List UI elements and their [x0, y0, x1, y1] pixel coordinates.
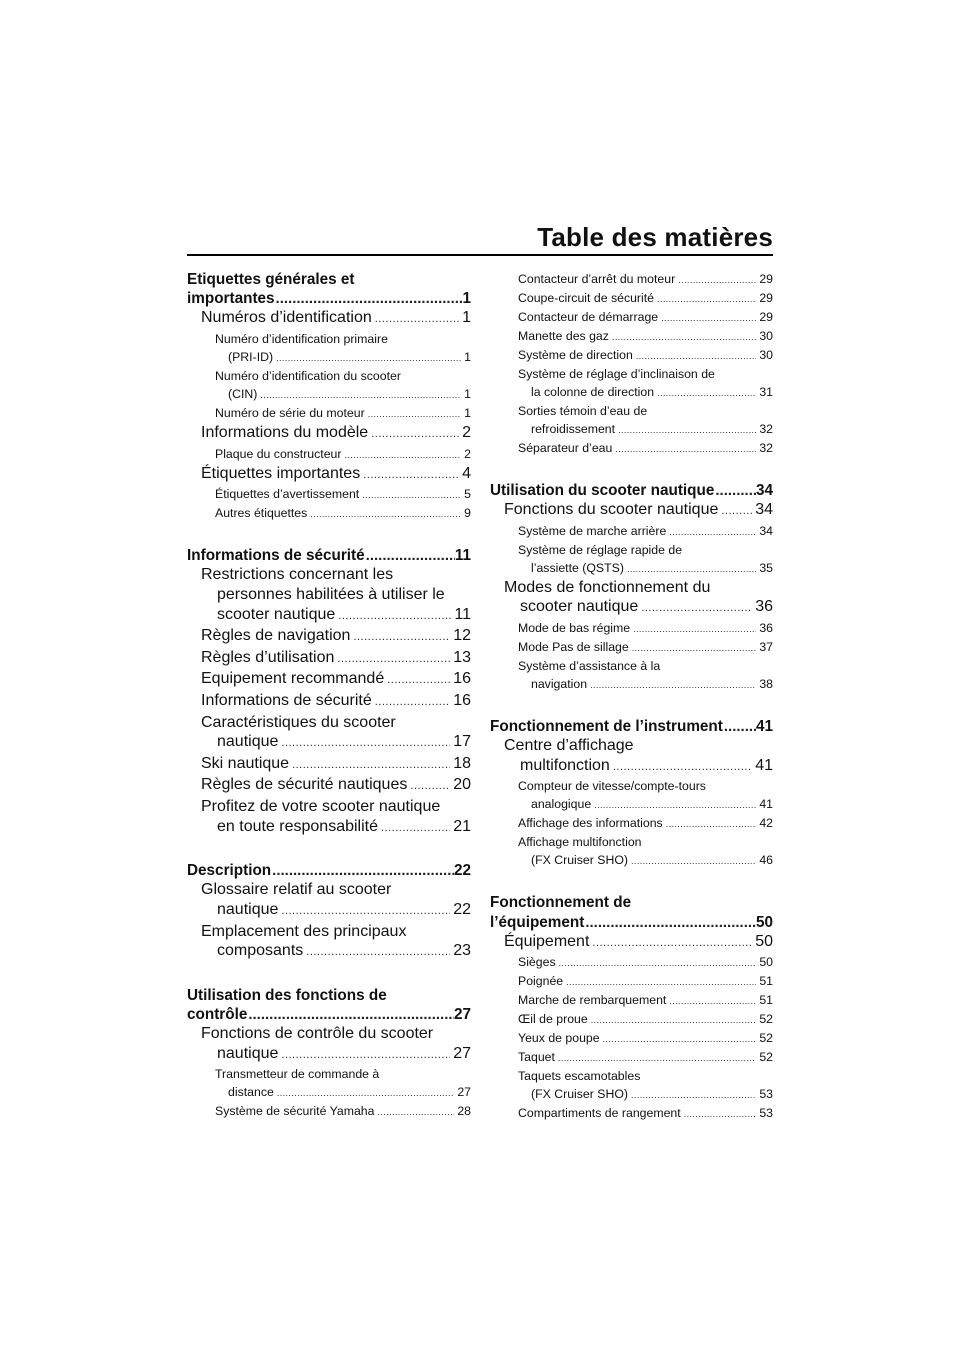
toc-entry[interactable]: [187, 464, 471, 486]
page-number: 1: [464, 406, 471, 420]
page-number: 27: [453, 1044, 471, 1062]
toc-subentry-label: Numéro d’identification primaire: [215, 332, 388, 346]
toc-entry-label: Fonctions de contrôle du scooter: [201, 1025, 434, 1043]
page-number: 53: [759, 1087, 773, 1102]
page-number: 1: [462, 309, 471, 327]
toc-entry-label: Équipement: [504, 932, 590, 950]
toc-entry-label: Taquet: [518, 1050, 555, 1065]
leader-dots: [276, 349, 461, 367]
section-gap: [490, 458, 773, 481]
toc-entry-label: l’assiette (QSTS): [531, 560, 624, 575]
toc-entry-label: Contacteur de démarrage: [518, 310, 659, 324]
toc-subentry[interactable]: [490, 559, 773, 578]
leader-dots: [281, 734, 450, 754]
toc-entry-label: navigation: [531, 676, 588, 691]
leader-dots: [613, 758, 752, 778]
toc-subentry[interactable]: [187, 504, 471, 523]
toc-entry-label: Affichage des informations: [518, 816, 663, 831]
page-number: 2: [462, 424, 471, 441]
page-number: 32: [759, 422, 773, 436]
leader-dots: [281, 1046, 450, 1066]
toc-subentry-label: Compteur de vitesse/compte-tours: [518, 779, 706, 794]
toc-entry-label: Numéros d’identification: [201, 309, 372, 327]
toc-entry[interactable]: [490, 932, 773, 954]
page-number: 30: [759, 348, 773, 362]
leader-dots: [559, 954, 757, 972]
toc-entry[interactable]: [187, 423, 471, 445]
toc-subentry[interactable]: [187, 348, 471, 367]
toc-entry-label: (CIN): [228, 387, 258, 401]
toc-entry[interactable]: [187, 775, 471, 797]
title-rule: [187, 254, 773, 256]
toc-entry-label: Ski nautique: [201, 754, 290, 772]
toc-subentry[interactable]: [490, 420, 773, 439]
toc-entry-label: Compartiments de rangement: [518, 1106, 681, 1121]
toc-subentry-label: Système d’assistance à la: [518, 658, 661, 673]
leader-dots: [603, 1030, 757, 1048]
leader-dots: [366, 546, 455, 565]
leader-dots: [260, 386, 461, 404]
toc-entry-section[interactable]: [490, 913, 773, 932]
page-number: 50: [755, 932, 773, 950]
page-number: 53: [759, 1106, 773, 1121]
page-number: 29: [759, 310, 773, 324]
toc-subentry[interactable]: [490, 346, 773, 365]
leader-dots: [684, 1105, 757, 1123]
toc-entry[interactable]: [187, 1044, 471, 1066]
toc-subentry-label: Numéro d’identification du scooter: [215, 369, 401, 383]
toc-entry-label: Mode de bas régime: [518, 620, 631, 635]
leader-dots: [636, 347, 756, 365]
toc-entry[interactable]: [187, 691, 471, 713]
leader-dots: [632, 639, 757, 657]
page-number: 30: [759, 329, 773, 343]
toc-entry[interactable]: [187, 308, 471, 330]
leader-dots: [375, 310, 459, 330]
leader-dots: [375, 693, 450, 713]
leader-dots: [594, 796, 756, 814]
toc-entry[interactable]: [187, 669, 471, 691]
toc-entry-label: Fonctions du scooter nautique: [504, 501, 719, 519]
leader-dots: [715, 481, 756, 500]
leader-dots: [306, 943, 450, 963]
toc-subentry[interactable]: [187, 385, 471, 404]
page-number: 2: [464, 446, 471, 461]
leader-dots: [272, 861, 454, 880]
toc-entry-label: Étiquettes d’avertissement: [215, 487, 360, 502]
page-number: 29: [759, 291, 773, 305]
toc-entry-label: Marche de rembarquement: [518, 993, 667, 1008]
page-number: 34: [759, 523, 773, 538]
page-number: 1: [462, 290, 471, 308]
toc-entry-label: Étiquettes importantes: [201, 464, 361, 482]
toc-entry-label: Description: [187, 862, 272, 880]
toc-column-right: [490, 270, 773, 1123]
toc-subentry[interactable]: [187, 485, 471, 504]
toc-entry-label: en toute responsabilité: [217, 817, 378, 835]
page-number: 52: [759, 1031, 773, 1046]
page-number: 41: [759, 797, 773, 812]
toc-section-heading: Etiquettes générales et: [187, 271, 355, 288]
toc-entry-label: Coupe-circuit de sécurité: [518, 291, 655, 305]
toc-entry[interactable]: [187, 648, 471, 670]
toc-subentry-label: Système de réglage d’inclinaison de: [518, 367, 715, 381]
toc-column-left: [187, 270, 471, 1121]
page-number: 50: [755, 913, 773, 931]
leader-dots: [631, 1086, 756, 1104]
toc-subentry[interactable]: [490, 270, 773, 289]
leader-dots: [337, 650, 450, 670]
section-gap: [187, 523, 471, 546]
toc-entry-label: analogique: [531, 797, 592, 812]
toc-entry[interactable]: [490, 500, 773, 522]
toc-subentry[interactable]: [490, 675, 773, 694]
page-number: 11: [454, 605, 471, 623]
toc-entry-label: la colonne de direction: [531, 385, 655, 399]
toc-entry-label: Informations de sécurité: [187, 547, 365, 565]
toc-entry-label: scooter nautique: [520, 598, 639, 616]
page-number: 22: [453, 900, 471, 918]
toc-subentry-label: Taquets escamotables: [518, 1069, 641, 1084]
page-number: 35: [759, 560, 773, 575]
toc-entry-label: Centre d’affichage: [504, 737, 634, 755]
toc-entry-label: nautique: [217, 900, 279, 918]
toc-entry[interactable]: [187, 732, 471, 754]
toc-entry-section[interactable]: [187, 1005, 471, 1024]
toc-subentry[interactable]: [490, 308, 773, 327]
toc-entry-label: Plaque du constructeur: [215, 446, 342, 461]
toc-entry[interactable]: [490, 756, 773, 778]
toc-entry-section[interactable]: [187, 289, 471, 308]
leader-dots: [558, 1049, 756, 1067]
toc-subentry[interactable]: [490, 1010, 773, 1029]
toc-section-heading: Fonctionnement de: [490, 894, 632, 912]
page-number: 31: [759, 385, 773, 399]
page-number: 18: [453, 754, 471, 772]
page-number: 36: [755, 598, 773, 616]
page-number: 50: [759, 955, 773, 970]
page-number: 41: [755, 756, 773, 774]
toc-entry-label: Règles de navigation: [201, 627, 351, 645]
toc-subentry[interactable]: [490, 972, 773, 991]
page-number: 42: [759, 816, 773, 831]
toc-entry-label: Contacteur d’arrêt du moteur: [518, 272, 676, 286]
leader-dots: [363, 466, 459, 486]
page-number: 29: [759, 272, 773, 286]
toc-entry[interactable]: [187, 605, 471, 627]
toc-entry-label: Informations du modèle: [201, 424, 369, 441]
toc-subentry[interactable]: [490, 439, 773, 458]
toc-entry-label: Système de sécurité Yamaha: [215, 1104, 375, 1119]
toc-entry-label: importantes: [187, 290, 275, 308]
toc-entry-label: Mode Pas de sillage: [518, 639, 629, 654]
leader-dots: [612, 328, 756, 346]
page-number: 41: [755, 717, 773, 735]
toc-entry-label: Système de marche arrière: [518, 523, 667, 538]
toc-entry[interactable]: [187, 626, 471, 648]
toc-entry-label: Règles d’utilisation: [201, 648, 335, 666]
leader-dots: [353, 628, 450, 648]
toc-subentry[interactable]: [490, 1104, 773, 1123]
page-number: 51: [759, 993, 773, 1008]
page-number: 46: [759, 853, 773, 868]
leader-dots: [310, 505, 461, 523]
toc-entry-label: refroidissement: [531, 422, 616, 436]
toc-entry-label: scooter nautique: [217, 605, 336, 623]
leader-dots: [362, 486, 461, 504]
toc-entry-label: Profitez de votre scooter nautique: [201, 797, 441, 815]
toc-subentry[interactable]: [490, 383, 773, 402]
toc-entry-label: Emplacement des principaux: [201, 922, 407, 940]
leader-dots: [657, 384, 756, 402]
toc-entry-section[interactable]: [187, 861, 471, 880]
page-number: 52: [759, 1012, 773, 1027]
toc-entry-label: Utilisation du scooter nautique: [490, 482, 715, 499]
toc-entry-label: l’équipement: [490, 913, 585, 931]
section-gap: [187, 963, 471, 986]
toc-entry-label: contrôle: [187, 1005, 248, 1023]
page-number: 34: [755, 482, 773, 499]
toc-subentry[interactable]: [187, 1102, 471, 1121]
toc-entry-label: Equipement recommandé: [201, 670, 385, 688]
toc-entry-label: Autres étiquettes: [215, 506, 308, 521]
toc-entry-label: Caractéristiques du scooter: [201, 713, 396, 731]
page-number: 12: [453, 627, 471, 645]
toc-entry-section[interactable]: [490, 481, 773, 500]
toc-entry-label: (FX Cruiser SHO): [531, 853, 629, 868]
leader-dots: [387, 671, 450, 691]
toc-entry-label: Poignée: [518, 974, 564, 989]
toc-subentry-label: Transmetteur de commande à: [215, 1067, 380, 1082]
leader-dots: [669, 992, 756, 1010]
page-number: 13: [453, 648, 471, 666]
toc-entry-label: multifonction: [520, 756, 610, 774]
page-number: 52: [759, 1050, 773, 1065]
toc-subentry[interactable]: [187, 445, 471, 464]
leader-dots: [724, 717, 756, 736]
page-number: 9: [464, 506, 471, 521]
leader-dots: [678, 271, 756, 289]
leader-dots: [591, 1011, 757, 1029]
toc-entry-label: Sièges: [518, 955, 556, 970]
toc-subentry[interactable]: [490, 991, 773, 1010]
leader-dots: [592, 934, 752, 954]
leader-dots: [381, 819, 450, 839]
page-title: Table des matières: [537, 222, 773, 252]
toc-subentry[interactable]: [490, 1085, 773, 1104]
toc-subentry[interactable]: [490, 1029, 773, 1048]
leader-dots: [585, 913, 756, 932]
page-number: 4: [462, 464, 471, 482]
page-number: 27: [453, 1005, 471, 1023]
page-number: 34: [755, 501, 773, 519]
toc-entry[interactable]: [187, 817, 471, 839]
page-number: 32: [759, 441, 773, 455]
toc-section-heading: Utilisation des fonctions de: [187, 986, 387, 1004]
toc-entry-label: Modes de fonctionnement du: [504, 578, 711, 596]
toc-entry-label: Règles de sécurité nautiques: [201, 776, 408, 794]
leader-dots: [618, 421, 756, 439]
toc-subentry[interactable]: [490, 289, 773, 308]
page-number: 38: [759, 676, 773, 691]
toc-entry-label: Fonctionnement de l’instrument: [490, 717, 723, 735]
leader-dots: [338, 607, 451, 627]
section-gap: [187, 838, 471, 861]
page-number: 22: [453, 862, 471, 880]
leader-dots: [669, 523, 756, 541]
page-number: 21: [453, 817, 471, 835]
page-number: 28: [457, 1104, 471, 1119]
page-number: 27: [457, 1085, 471, 1100]
leader-dots: [631, 852, 756, 870]
toc-subentry[interactable]: [490, 953, 773, 972]
toc-entry-label: Manette des gaz: [518, 329, 609, 343]
toc-subentry[interactable]: [490, 638, 773, 657]
toc-entry[interactable]: [187, 941, 471, 963]
toc-entry-label: Glossaire relatif au scooter: [201, 881, 392, 899]
toc-subentry[interactable]: [490, 851, 773, 870]
section-gap: [490, 694, 773, 717]
page-number: 36: [759, 620, 773, 635]
leader-dots: [410, 777, 450, 797]
toc-entry-label: distance: [228, 1085, 274, 1100]
toc-subentry-label: Affichage multifonction: [518, 835, 642, 850]
leader-dots: [292, 756, 450, 776]
toc-entry-label: Numéro de série du moteur: [215, 406, 365, 420]
toc-subentry[interactable]: [187, 1083, 471, 1102]
leader-dots: [276, 289, 463, 308]
leader-dots: [661, 309, 756, 327]
leader-dots: [368, 405, 461, 423]
page-number: 16: [453, 670, 471, 688]
leader-dots: [641, 599, 752, 619]
toc-entry-label: personnes habilitées à utiliser le: [217, 585, 445, 603]
page-number: 23: [453, 942, 471, 960]
page-number: 51: [759, 974, 773, 989]
toc-subentry[interactable]: [490, 619, 773, 638]
toc-subentry-label: Système de réglage rapide de: [518, 542, 683, 557]
leader-dots: [590, 676, 756, 694]
leader-dots: [371, 425, 459, 445]
page-number: 1: [464, 387, 471, 401]
toc-subentry[interactable]: [490, 327, 773, 346]
page-number: 1: [464, 350, 471, 364]
leader-dots: [378, 1103, 455, 1121]
toc-subentry[interactable]: [490, 814, 773, 833]
toc-entry-label: Système de direction: [518, 348, 633, 362]
leader-dots: [657, 290, 756, 308]
leader-dots: [344, 446, 461, 464]
leader-dots: [566, 973, 756, 991]
section-gap: [490, 870, 773, 893]
leader-dots: [721, 502, 752, 522]
page-number: 16: [453, 691, 471, 709]
toc-entry-label: Informations de sécurité: [201, 691, 372, 709]
toc-entry-label: Yeux de poupe: [518, 1031, 600, 1046]
leader-dots: [281, 902, 450, 922]
leader-dots: [627, 560, 756, 578]
toc-entry-label: nautique: [217, 733, 279, 751]
toc-entry-label: composants: [217, 942, 304, 960]
leader-dots: [615, 440, 756, 458]
toc-subentry[interactable]: [490, 795, 773, 814]
page-number: 17: [453, 733, 471, 751]
page-number: 37: [759, 639, 773, 654]
toc-entry-label: Restrictions concernant les: [201, 566, 394, 584]
leader-dots: [633, 620, 756, 638]
toc-entry[interactable]: [187, 900, 471, 922]
toc-entry-label: Séparateur d’eau: [518, 441, 613, 455]
toc-entry-section[interactable]: [187, 546, 471, 565]
toc-entry-section[interactable]: [490, 717, 773, 736]
page-number: 20: [453, 776, 471, 794]
toc-subentry-label: Sorties témoin d’eau de: [518, 404, 648, 418]
page-number: 11: [454, 547, 471, 565]
leader-dots: [248, 1005, 454, 1024]
toc-subentry[interactable]: [490, 522, 773, 541]
toc-entry-label: (PRI-ID): [228, 350, 274, 364]
toc-subentry[interactable]: [490, 1048, 773, 1067]
toc-subentry[interactable]: [187, 404, 471, 423]
toc-entry-label: (FX Cruiser SHO): [531, 1087, 629, 1102]
leader-dots: [277, 1084, 455, 1102]
toc-entry-label: Œil de proue: [518, 1012, 588, 1027]
leader-dots: [666, 815, 757, 833]
toc-entry[interactable]: [187, 754, 471, 776]
toc-entry-label: nautique: [217, 1044, 279, 1062]
toc-entry[interactable]: [490, 597, 773, 619]
page-number: 5: [464, 487, 471, 502]
